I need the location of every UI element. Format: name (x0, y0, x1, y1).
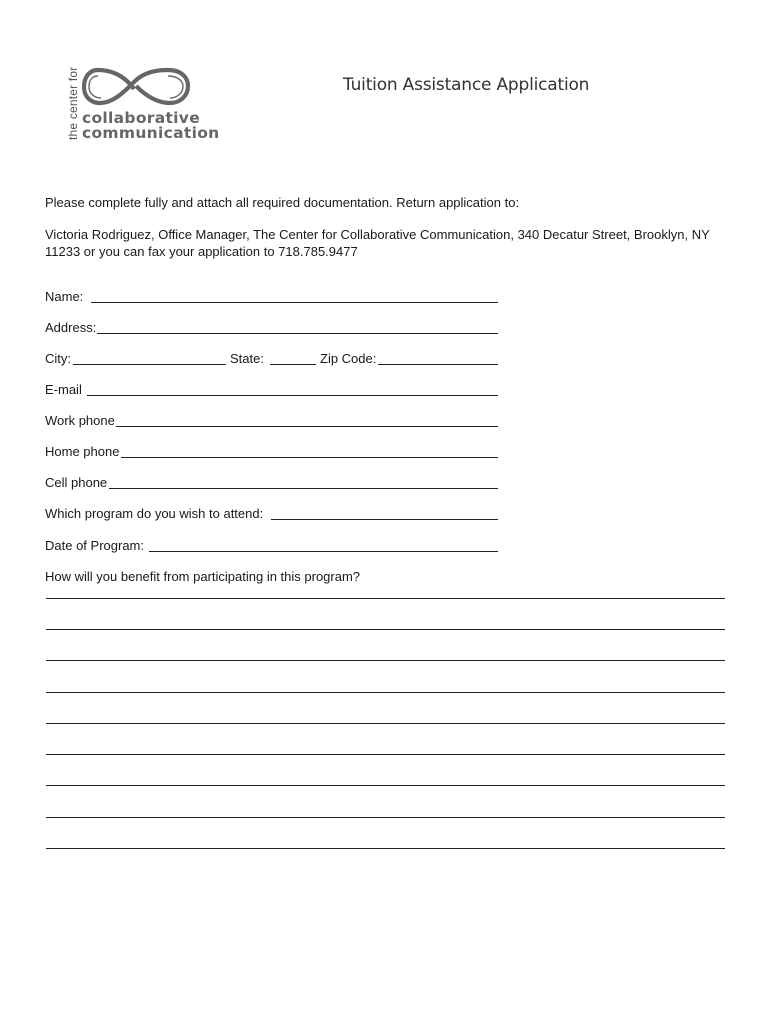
benefit-question-label: How will you benefit from participating in this program? (45, 569, 361, 584)
answer-line[interactable] (46, 629, 725, 630)
answer-line[interactable] (46, 692, 725, 693)
program-input-line[interactable] (271, 519, 498, 520)
instructions-text: Please complete fully and attach all required documentation. Return application to: (45, 195, 520, 210)
home-phone-label: Home phone (45, 444, 120, 459)
address-input-line[interactable] (97, 333, 498, 334)
state-input-line[interactable] (270, 364, 316, 365)
answer-line[interactable] (46, 785, 725, 786)
date-label: Date of Program: (45, 538, 144, 553)
zip-label: Zip Code: (320, 351, 377, 366)
name-input-line[interactable] (91, 302, 498, 303)
answer-line[interactable] (46, 723, 725, 724)
program-label: Which program do you wish to attend: (45, 506, 264, 521)
logo-tagline: the center for (66, 66, 80, 140)
zip-input-line[interactable] (378, 364, 498, 365)
work-phone-input-line[interactable] (116, 426, 498, 427)
return-address-text: Victoria Rodriguez, Office Manager, The Center for Collaborative Communication, 340 Decatur Street, Brooklyn, NY 11233 or you can fax your application to 718.785.9477 (45, 227, 710, 259)
answer-line[interactable] (46, 848, 725, 849)
logo-word-collaborative: collaborative (82, 109, 201, 127)
cell-phone-input-line[interactable] (109, 488, 498, 489)
name-label: Name: (45, 289, 84, 304)
answer-line[interactable] (46, 660, 725, 661)
address-label: Address: (45, 320, 97, 335)
work-phone-label: Work phone (45, 413, 115, 428)
email-input-line[interactable] (87, 395, 498, 396)
logo-word-communication: communication (82, 124, 220, 142)
city-label: City: (45, 351, 71, 366)
home-phone-input-line[interactable] (121, 457, 498, 458)
city-input-line[interactable] (73, 364, 226, 365)
page-title: Tuition Assistance Application (343, 75, 590, 95)
answer-line[interactable] (46, 817, 725, 818)
email-label: E-mail (45, 382, 82, 397)
state-label: State: (230, 351, 264, 366)
answer-line[interactable] (46, 754, 725, 755)
cell-phone-label: Cell phone (45, 475, 108, 490)
date-input-line[interactable] (149, 551, 498, 552)
answer-line[interactable] (46, 598, 725, 599)
